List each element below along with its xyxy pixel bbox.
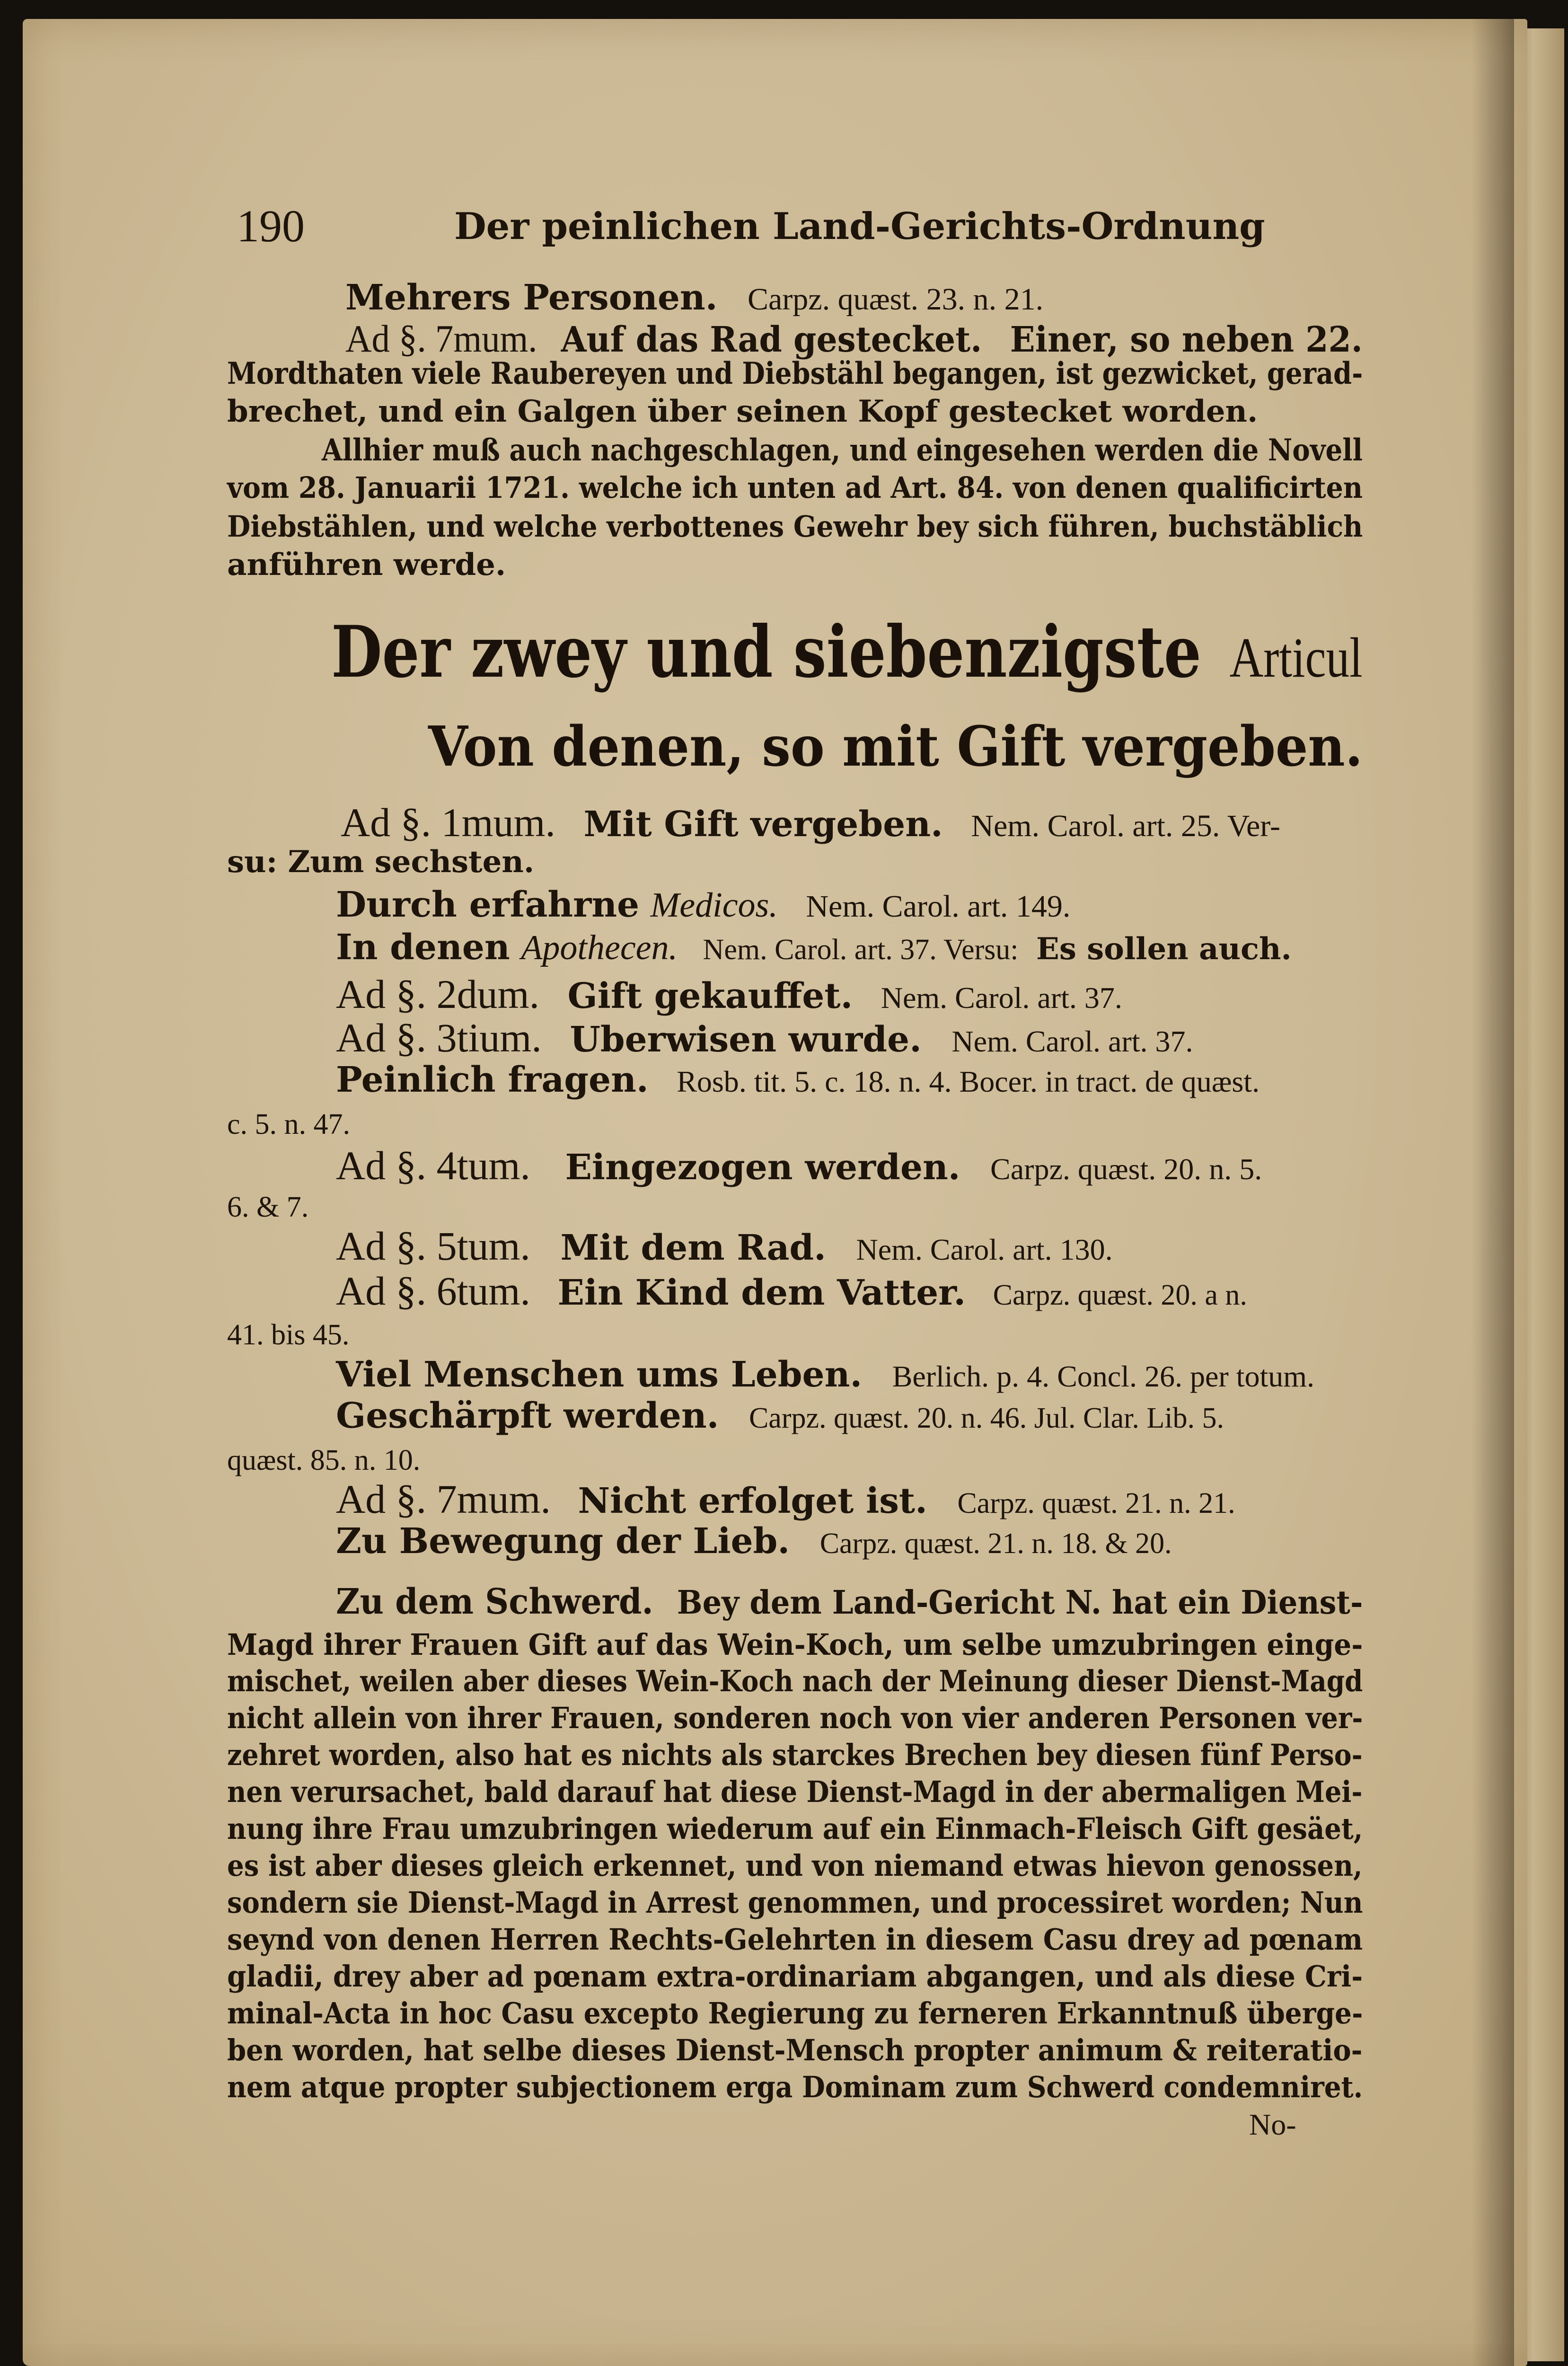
entry-line xyxy=(336,971,1122,1017)
latin-term: Apothecen. xyxy=(521,928,678,967)
intro-line: Diebstählen, und welche verbottenes Gewehr bey sich führen, buchstäblich xyxy=(227,509,1363,544)
case-line: sondern sie Dienst-Magd in Arrest genommen, und processiret worden; Nun xyxy=(227,1885,1363,1920)
ad-paragraph: Ad §. 3tium. xyxy=(336,1015,542,1060)
german-phrase: Durch erfahrne xyxy=(336,884,640,925)
german-phrase: Gift gekauffet. xyxy=(567,976,853,1016)
case-line: nen verursachet, bald darauf hat diese Dienst-Magd in der abermaligen Mei- xyxy=(227,1774,1363,1809)
entry-line xyxy=(336,1521,1172,1562)
entry-line xyxy=(336,1354,1315,1395)
german-phrase: Nicht erfolget ist. xyxy=(578,1481,927,1521)
case-line: zehret worden, also hat es nichts als starckes Brechen bey diesen fünf Perso- xyxy=(227,1738,1363,1772)
ad-paragraph: Ad §. 6tum. xyxy=(336,1268,530,1314)
ad-paragraph: Ad §. 2dum. xyxy=(336,971,539,1017)
german-phrase: Ein Kind dem Vatter. xyxy=(557,1272,966,1313)
page-number: 190 xyxy=(237,201,305,251)
german-phrase: Zu dem Schwerd. xyxy=(336,1581,653,1622)
german-phrase: Eingezogen werden. xyxy=(565,1147,960,1188)
latin-citation: Carpz. quæst. 20. n. 5. xyxy=(990,1152,1262,1186)
intro-line xyxy=(345,277,1044,318)
latin-term: Medicos. xyxy=(650,886,778,925)
german-phrase: Viel Menschen ums Leben. xyxy=(336,1354,863,1395)
intro-line: Allhier muß auch nachgeschlagen, und eingesehen werden die Novell xyxy=(322,433,1363,468)
intro-line xyxy=(345,319,1363,358)
entry-line xyxy=(336,884,1071,925)
case-line: nung ihre Frau umzubringen wiederum auf ein Einmach-Fleisch Gift gesäet, xyxy=(227,1811,1363,1846)
case-line: nem atque propter subjectionem erga Dominam zum Schwerd condemniret. xyxy=(227,2070,1363,2104)
german-phrase: In denen xyxy=(336,927,510,968)
latin-citation: Carpz. quæst. 21. n. 18. & 20. xyxy=(819,1527,1172,1560)
latin-citation: Nem. Carol. art. 37. Versu: xyxy=(703,934,1019,966)
latin-citation: Carpz. quæst. 23. n. 21. xyxy=(748,282,1044,317)
entry-continuation: c. 5. n. 47. xyxy=(227,1108,351,1140)
entry-line xyxy=(336,1145,1262,1186)
german-phrase: Mehrers Personen. xyxy=(345,277,718,318)
case-line: seynd von denen Herren Rechts-Gelehrten in diesem Casu drey ad pœnam xyxy=(227,1922,1363,1957)
german-phrase: Es sollen auch. xyxy=(1036,931,1292,967)
entry-continuation: 41. bis 45. xyxy=(227,1319,350,1351)
latin-citation: Nem. Carol. art. 25. Ver- xyxy=(971,809,1280,843)
entry-line xyxy=(336,1223,1113,1269)
latin-citation: Carpz. quæst. 20. n. 46. Jul. Clar. Lib. 5. xyxy=(749,1402,1224,1434)
case-line: gladii, drey aber ad pœnam extra-ordinariam abgangen, und als diese Cri- xyxy=(227,1959,1363,1994)
ad-paragraph: Ad §. 7mum. xyxy=(345,317,537,360)
running-head: Der peinlichen Land-Gerichts-Ordnung xyxy=(454,205,1265,248)
entry-line xyxy=(336,927,1292,968)
entry-line xyxy=(341,802,1280,843)
latin-citation: Nem. Carol. art. 37. xyxy=(881,981,1122,1015)
gutter-shadow xyxy=(1471,19,1514,2366)
intro-line: Mordthaten viele Raubereyen und Diebstähl begangen, ist gezwicket, gerad- xyxy=(227,356,1363,391)
latin-citation: Rosb. tit. 5. c. 18. n. 4. Bocer. in tract. de quæst. xyxy=(677,1065,1260,1098)
german-phrase: Peinlich fragen. xyxy=(336,1059,649,1100)
entry-line xyxy=(336,1059,1260,1100)
german-phrase: Auf das Rad gestecket. xyxy=(561,319,982,360)
case-line: ben worden, hat selbe dieses Dienst-Mensch propter animum & reiteratio- xyxy=(227,2033,1363,2067)
article-subtitle: Von denen, so mit Gift vergeben. xyxy=(428,715,1363,779)
article-title-german: Der zwey und siebenzigste xyxy=(331,610,1201,694)
entry-continuation: quæst. 85. n. 10. xyxy=(227,1444,421,1476)
german-phrase: Uberwisen wurde. xyxy=(570,1019,922,1060)
ad-paragraph: Ad §. 5tum. xyxy=(336,1223,530,1269)
entry-continuation: 6. & 7. xyxy=(227,1191,309,1223)
latin-citation: Nem. Carol. art. 37. xyxy=(951,1024,1193,1058)
article-title-latin: Articul xyxy=(1229,626,1363,689)
entry-line xyxy=(336,1017,1193,1058)
german-phrase: Zu Bewegung der Lieb. xyxy=(336,1521,790,1562)
entry-line xyxy=(336,1268,1247,1314)
intro-line: anführen werde. xyxy=(227,547,506,583)
german-phrase: Mit dem Rad. xyxy=(560,1227,826,1268)
entry-line xyxy=(336,1395,1224,1436)
ad-paragraph: Ad §. 1mum. xyxy=(341,800,555,845)
latin-citation: Carpz. quæst. 20. a n. xyxy=(993,1279,1247,1311)
latin-citation: Nem. Carol. art. 130. xyxy=(856,1233,1113,1266)
entry-continuation: su: Zum sechsten. xyxy=(227,844,535,880)
case-line xyxy=(336,1581,1363,1622)
body-text: Bey dem Land-Gericht N. hat ein Dienst- xyxy=(677,1584,1363,1622)
case-line: es ist aber dieses gleich erkennet, und von niemand etwas hievon genossen, xyxy=(227,1848,1363,1883)
latin-citation: Carpz. quæst. 21. n. 21. xyxy=(957,1487,1235,1519)
body-text: Einer, so neben 22. xyxy=(1010,319,1363,360)
case-line: minal-Acta in hoc Casu excepto Regierung zu ferneren Erkanntnuß überge- xyxy=(227,1996,1363,2031)
german-phrase: Geschärpft werden. xyxy=(336,1395,719,1436)
german-phrase: Mit Gift vergeben. xyxy=(583,804,943,845)
ad-paragraph: Ad §. 4tum. xyxy=(336,1143,530,1188)
case-line: Magd ihrer Frauen Gift auf das Wein-Koch, um selbe umzubringen einge- xyxy=(227,1627,1363,1662)
ad-paragraph: Ad §. 7mum. xyxy=(336,1476,551,1522)
latin-citation: Berlich. p. 4. Concl. 26. per totum. xyxy=(892,1360,1315,1393)
entry-line xyxy=(336,1476,1235,1522)
intro-line: brechet, und ein Galgen über seinen Kopf gestecket worden. xyxy=(227,394,1258,429)
case-line: mischet, weilen aber dieses Wein-Koch nach der Meinung dieser Dienst-Magd xyxy=(227,1664,1363,1698)
latin-citation: Nem. Carol. art. 149. xyxy=(806,889,1071,924)
catchword: No- xyxy=(1249,2108,1296,2141)
case-line: nicht allein von ihrer Frauen, sonderen noch von vier anderen Personen ver- xyxy=(227,1701,1363,1735)
intro-line: vom 28. Januarii 1721. welche ich unten ad Art. 84. von denen qualificirten xyxy=(227,470,1363,505)
article-title xyxy=(331,610,1363,694)
